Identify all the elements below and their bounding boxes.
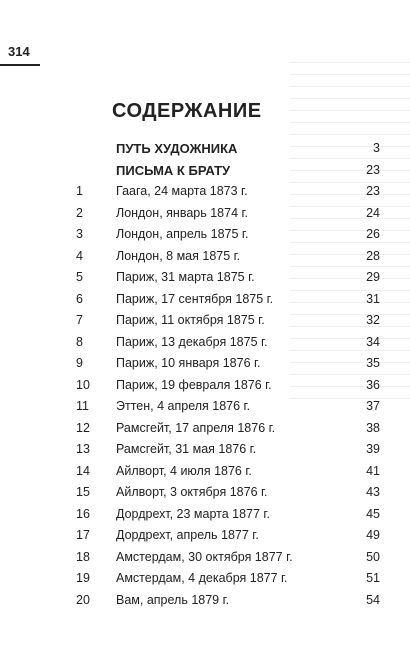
entry-num: 4 xyxy=(76,248,83,263)
entry-page: 32 xyxy=(366,313,380,327)
toc-entry xyxy=(76,547,380,569)
entry-text: Дордрехт, апрель 1877 г. xyxy=(116,528,259,542)
section-page: 23 xyxy=(366,162,380,177)
entry-num: 14 xyxy=(76,463,90,478)
toc-entry xyxy=(76,525,380,547)
entry-text: Айлворт, 4 июля 1876 г. xyxy=(116,463,252,478)
toc-entry xyxy=(76,224,380,246)
entry-num: 19 xyxy=(76,571,90,585)
entry-text: Амстердам, 30 октября 1877 г. xyxy=(116,549,293,564)
entry-page: 26 xyxy=(366,227,380,241)
entry-num: 17 xyxy=(76,528,90,542)
entry-num: 3 xyxy=(76,227,83,241)
entry-num: 7 xyxy=(76,313,83,327)
section-title: ПИСЬМА К БРАТУ xyxy=(116,162,231,178)
section-title: ПУТЬ ХУДОЖНИКА xyxy=(116,141,238,156)
entry-num: 5 xyxy=(76,270,83,284)
entry-page: 31 xyxy=(366,291,380,306)
entry-text: Рамсгейт, 17 апреля 1876 г. xyxy=(116,420,276,435)
page-number: 314 xyxy=(8,44,30,59)
toc-entry xyxy=(76,482,380,504)
entry-num: 18 xyxy=(76,549,90,564)
entry-page: 43 xyxy=(366,485,380,499)
toc-entry xyxy=(76,332,380,354)
entry-num: 11 xyxy=(76,399,89,413)
entry-text: Париж, 11 октября 1875 г. xyxy=(116,313,265,327)
toc-entry xyxy=(76,375,380,397)
section-page: 3 xyxy=(373,141,380,155)
entry-num: 13 xyxy=(76,442,90,456)
toc-entry xyxy=(76,289,380,311)
toc-entry xyxy=(76,418,380,440)
toc-section xyxy=(76,138,380,160)
toc-entry xyxy=(76,203,380,225)
entry-text: Париж, 10 января 1876 г. xyxy=(116,356,261,370)
entry-page: 37 xyxy=(366,399,380,413)
toc-entry xyxy=(76,181,380,203)
entry-page: 34 xyxy=(366,334,380,349)
toc-title: СОДЕРЖАНИЕ xyxy=(112,100,262,122)
entry-page: 29 xyxy=(366,270,380,284)
entry-text: Париж, 13 декабря 1875 г. xyxy=(116,334,268,349)
entry-text: Гаага, 24 марта 1873 г. xyxy=(116,184,248,198)
entry-num: 10 xyxy=(76,377,90,392)
entry-page: 24 xyxy=(366,205,380,220)
entry-text: Эттен, 4 апреля 1876 г. xyxy=(116,399,251,413)
toc-entry xyxy=(76,267,380,289)
entry-num: 9 xyxy=(76,356,83,370)
entry-text: Париж, 31 марта 1875 г. xyxy=(116,270,255,284)
entry-text: Париж, 17 сентября 1875 г. xyxy=(116,291,274,306)
toc-entry xyxy=(76,590,380,612)
entry-num: 1 xyxy=(76,184,83,198)
entry-text: Дордрехт, 23 марта 1877 г. xyxy=(116,506,270,521)
toc-entry xyxy=(76,568,380,590)
entry-page: 51 xyxy=(366,571,380,585)
entry-page: 45 xyxy=(366,506,380,521)
entry-text: Вам, апрель 1879 г. xyxy=(116,592,230,607)
entry-page: 39 xyxy=(366,442,380,456)
entry-num: 6 xyxy=(76,291,83,306)
toc-entry xyxy=(76,396,380,418)
toc-entry xyxy=(76,310,380,332)
entry-page: 41 xyxy=(366,463,380,478)
entry-page: 54 xyxy=(366,592,380,607)
entry-num: 12 xyxy=(76,420,90,435)
entry-text: Лондон, январь 1874 г. xyxy=(116,205,249,220)
entry-page: 49 xyxy=(366,528,380,542)
entry-text: Париж, 19 февраля 1876 г. xyxy=(116,377,272,392)
entry-num: 15 xyxy=(76,485,90,499)
toc-section xyxy=(76,160,380,182)
entry-text: Лондон, апрель 1875 г. xyxy=(116,227,249,241)
entry-num: 8 xyxy=(76,334,83,349)
entry-text: Амстердам, 4 декабря 1877 г. xyxy=(116,571,288,585)
header-rule xyxy=(0,64,40,66)
entry-text: Лондон, 8 мая 1875 г. xyxy=(116,248,241,263)
toc-entry xyxy=(76,439,380,461)
table-of-contents xyxy=(76,138,380,611)
entry-page: 35 xyxy=(366,356,380,370)
entry-page: 23 xyxy=(366,184,380,198)
entry-page: 36 xyxy=(366,377,380,392)
entry-page: 38 xyxy=(366,420,380,435)
entry-text: Айлворт, 3 октября 1876 г. xyxy=(116,485,268,499)
entry-page: 50 xyxy=(366,549,380,564)
entry-num: 16 xyxy=(76,506,90,521)
entry-page: 28 xyxy=(366,248,380,263)
toc-entry xyxy=(76,504,380,526)
entry-num: 2 xyxy=(76,205,83,220)
toc-entry xyxy=(76,461,380,483)
entry-num: 20 xyxy=(76,592,90,607)
toc-entry xyxy=(76,353,380,375)
entry-text: Рамсгейт, 31 мая 1876 г. xyxy=(116,442,257,456)
toc-entry xyxy=(76,246,380,268)
